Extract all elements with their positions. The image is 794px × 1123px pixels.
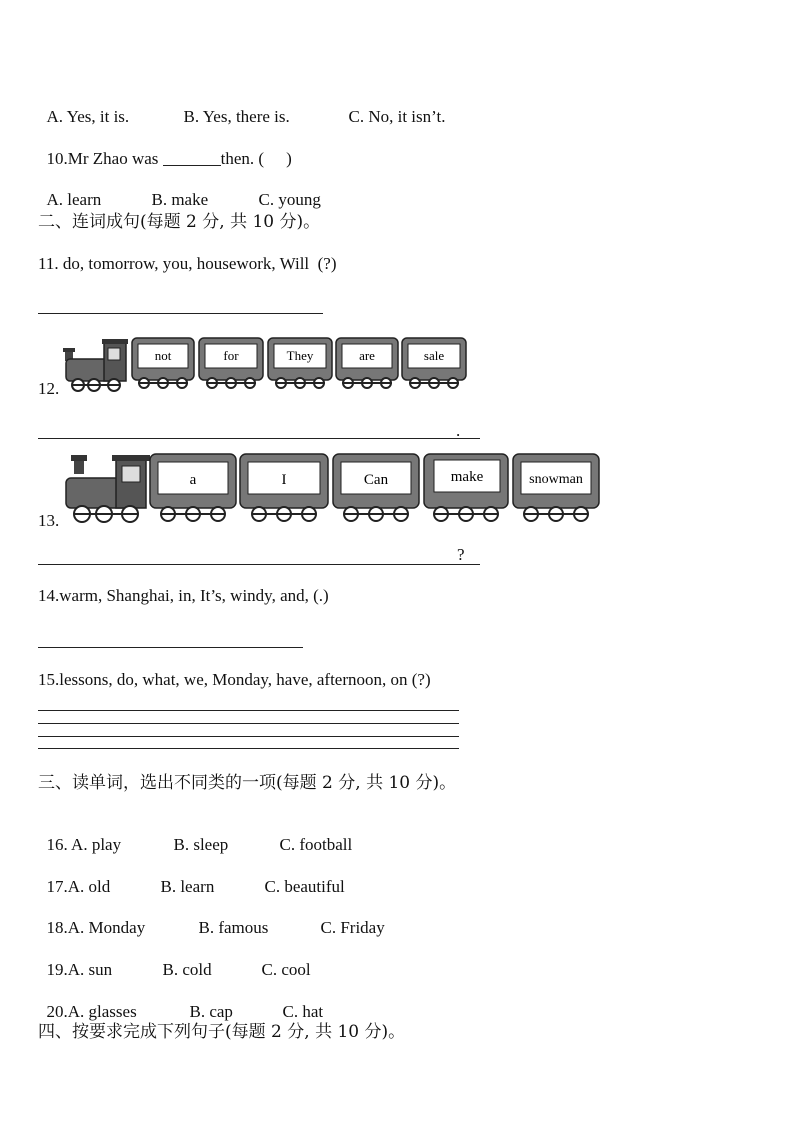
q12-car-4 xyxy=(336,338,398,388)
q10-options xyxy=(38,170,321,210)
q10-text-before: 10.Mr Zhao was xyxy=(46,149,163,168)
q10-close-paren: ) xyxy=(286,149,292,168)
section4-title: 四、按要求完成下列句子(每题 2 分, 共 10 分)。 xyxy=(38,1022,406,1042)
q13-car-5 xyxy=(513,454,599,521)
q18-row xyxy=(38,898,385,938)
q13-word-1: a xyxy=(189,472,197,488)
q15-answer-line-3[interactable] xyxy=(38,736,459,737)
q13-word-4: make xyxy=(450,469,484,485)
q12-car-2 xyxy=(199,338,263,388)
q18-option-a: 18.A. Monday xyxy=(46,918,146,937)
q12-word-1: not xyxy=(154,348,172,363)
q13-train-illustration xyxy=(62,450,604,526)
q12-word-5: sale xyxy=(423,348,445,363)
q10-option-a: A. learn xyxy=(46,190,102,209)
q16-row xyxy=(38,815,352,855)
q15-answer-line-4[interactable] xyxy=(38,748,459,749)
q18-option-c: C. Friday xyxy=(320,918,385,937)
q9-options xyxy=(38,87,445,127)
q16-option-c: C. football xyxy=(279,835,353,854)
q20-option-a: 20.A. glasses xyxy=(46,1002,137,1021)
q13-answer-line[interactable] xyxy=(38,564,480,565)
section2-title: 二、连词成句(每题 2 分, 共 10 分)。 xyxy=(38,212,321,232)
q10-answer-blank[interactable] xyxy=(163,149,221,166)
q12-answer-line[interactable] xyxy=(38,438,480,439)
q13-locomotive-icon xyxy=(66,455,150,522)
q16-option-b: B. sleep xyxy=(173,835,229,854)
q17-option-b: B. learn xyxy=(160,877,215,896)
q12-car-1 xyxy=(132,338,194,388)
q13-number: 13. xyxy=(38,511,60,530)
q11-text: 11. do, tomorrow, you, housework, Will (?) xyxy=(38,254,337,273)
q13-car-4 xyxy=(424,454,508,521)
q12-train-illustration xyxy=(60,333,470,395)
q9-option-b: B. Yes, there is. xyxy=(183,107,290,126)
q20-option-c: C. hat xyxy=(282,1002,324,1021)
q17-row xyxy=(38,857,345,897)
q13-car-2 xyxy=(240,454,328,521)
q13-word-5: snowman xyxy=(529,472,583,487)
q14-text: 14.warm, Shanghai, in, It’s, windy, and, (.) xyxy=(38,586,329,605)
q12-end-punct: . xyxy=(456,421,461,440)
q10-text-after: then. ( xyxy=(220,149,265,168)
q10-option-c: C. young xyxy=(258,190,321,209)
q15-answer-line-2[interactable] xyxy=(38,723,459,724)
q12-number: 12. xyxy=(38,379,60,398)
q12-car-5 xyxy=(402,338,466,388)
q20-option-b: B. cap xyxy=(189,1002,233,1021)
q14-answer-line[interactable] xyxy=(38,647,303,648)
q12-locomotive-icon xyxy=(63,339,128,391)
q19-option-b: B. cold xyxy=(162,960,212,979)
q12-word-4: are xyxy=(359,348,375,363)
q13-word-3: Can xyxy=(363,472,389,488)
q16-option-a: 16. A. play xyxy=(46,835,122,854)
q13-car-1 xyxy=(150,454,236,521)
q13-end-punct: ? xyxy=(457,545,465,564)
q9-option-a: A. Yes, it is. xyxy=(46,107,130,126)
q10-question xyxy=(38,129,292,169)
q18-option-b: B. famous xyxy=(198,918,269,937)
q20-row xyxy=(38,982,323,1022)
q12-word-3: They xyxy=(286,348,314,363)
q17-option-a: 17.A. old xyxy=(46,877,111,896)
q15-text: 15.lessons, do, what, we, Monday, have, afternoon, on (?) xyxy=(38,670,431,689)
q13-word-2: I xyxy=(281,472,287,488)
q9-option-c: C. No, it isn’t. xyxy=(348,107,446,126)
q19-option-a: 19.A. sun xyxy=(46,960,113,979)
q17-option-c: C. beautiful xyxy=(264,877,345,896)
q13-car-3 xyxy=(333,454,419,521)
q12-car-3 xyxy=(268,338,332,388)
q12-word-2: for xyxy=(223,348,239,363)
q15-answer-line-1[interactable] xyxy=(38,710,459,711)
q19-row xyxy=(38,940,311,980)
section3-title: 三、读单词，选出不同类的一项(每题 2 分, 共 10 分)。 xyxy=(38,773,457,793)
q11-answer-line[interactable] xyxy=(38,313,323,314)
q19-option-c: C. cool xyxy=(261,960,311,979)
q10-option-b: B. make xyxy=(151,190,209,209)
